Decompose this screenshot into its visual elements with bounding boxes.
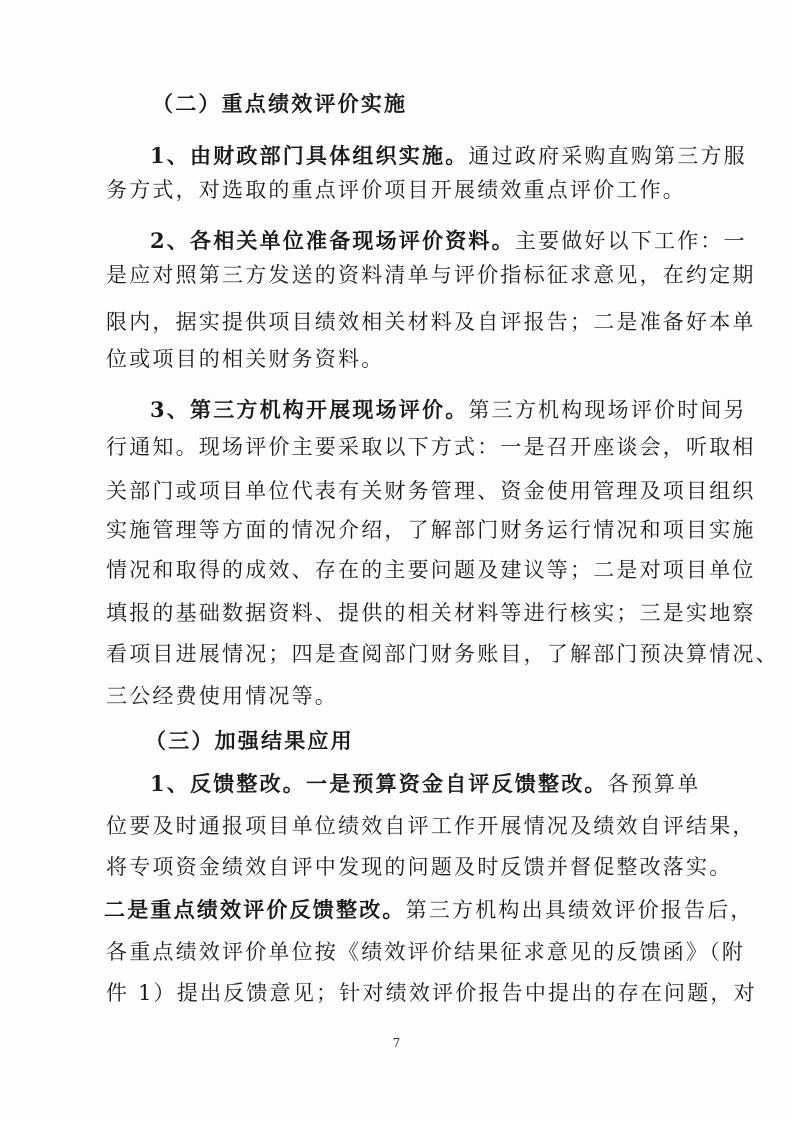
paragraph-2-3-line-5: 情况和取得的成效、存在的主要问题及建议等；二是对项目单位	[106, 558, 756, 582]
paragraph-2-2-line-2: 是应对照第三方发送的资料清单与评价指标征求意见，在约定期	[106, 263, 756, 287]
paragraph-text: 第三方机构现场评价时间另	[468, 398, 747, 422]
paragraph-3-1-line-6: 件 1）提出反馈意见；针对绩效评价报告中提出的存在问题，对	[106, 981, 757, 1005]
paragraph-2-2-line-1	[150, 224, 747, 258]
paragraph-2-3-line-7: 看项目进展情况；四是查阅部门财务账目，了解部门预决算情况、	[106, 642, 779, 666]
paragraph-3-1-line-2: 位要及时通报项目单位绩效自评工作开展情况及绩效自评结果，	[106, 814, 756, 838]
paragraph-3-1-line-3: 将专项资金绩效自评中发现的问题及时反馈并督促整改落实。	[106, 855, 733, 879]
paragraph-2-3-line-8: 三公经费使用情况等。	[106, 684, 338, 708]
paragraph-2-3-line-1	[150, 393, 747, 427]
paragraph-lead: 2、各相关单位准备现场评价资料。	[150, 228, 515, 253]
paragraph-text: 通过政府采购直购第三方服	[468, 144, 747, 168]
paragraph-3-1-line-5: 各重点绩效评价单位按《绩效评价结果征求意见的反馈函》（附	[106, 940, 746, 964]
page-number: 7	[392, 1036, 401, 1050]
paragraph-2-1-line-2: 务方式，对选取的重点评价项目开展绩效重点评价工作。	[106, 178, 686, 202]
paragraph-3-1-line-4	[104, 893, 754, 927]
paragraph-lead: 1、由财政部门具体组织实施。	[150, 143, 469, 168]
paragraph-2-3-line-2: 行通知。现场评价主要采取以下方式：一是召开座谈会，听取相	[106, 435, 756, 459]
paragraph-2-3-line-4: 实施管理等方面的情况介绍，了解部门财务运行情况和项目实施	[106, 518, 756, 542]
paragraph-lead: 二是重点绩效评价反馈整改。	[104, 897, 406, 922]
paragraph-text: 各预算单	[607, 772, 701, 796]
paragraph-3-1-line-1	[150, 767, 700, 801]
paragraph-2-3-line-3: 关部门或项目单位代表有关财务管理、资金使用管理及项目组织	[106, 479, 756, 503]
paragraph-text: 第三方机构出具绩效评价报告后，	[405, 898, 754, 922]
section-heading-3: （三）加强结果应用	[145, 728, 354, 753]
paragraph-2-2-line-3: 限内，据实提供项目绩效相关材料及自评报告；二是准备好本单	[106, 310, 756, 334]
paragraph-2-1-line-1	[150, 139, 747, 173]
paragraph-lead: 1、反馈整改。一是预算资金自评反馈整改。	[150, 771, 608, 796]
section-heading-2: （二）重点绩效评价实施	[152, 91, 408, 116]
paragraph-lead: 3、第三方机构开展现场评价。	[150, 397, 469, 422]
paragraph-text: 主要做好以下工作：一	[514, 229, 747, 253]
paragraph-2-3-line-6: 填报的基础数据资料、提供的相关材料等进行核实；三是实地察	[106, 601, 756, 625]
paragraph-2-2-line-4: 位或项目的相关财务资料。	[106, 347, 385, 371]
